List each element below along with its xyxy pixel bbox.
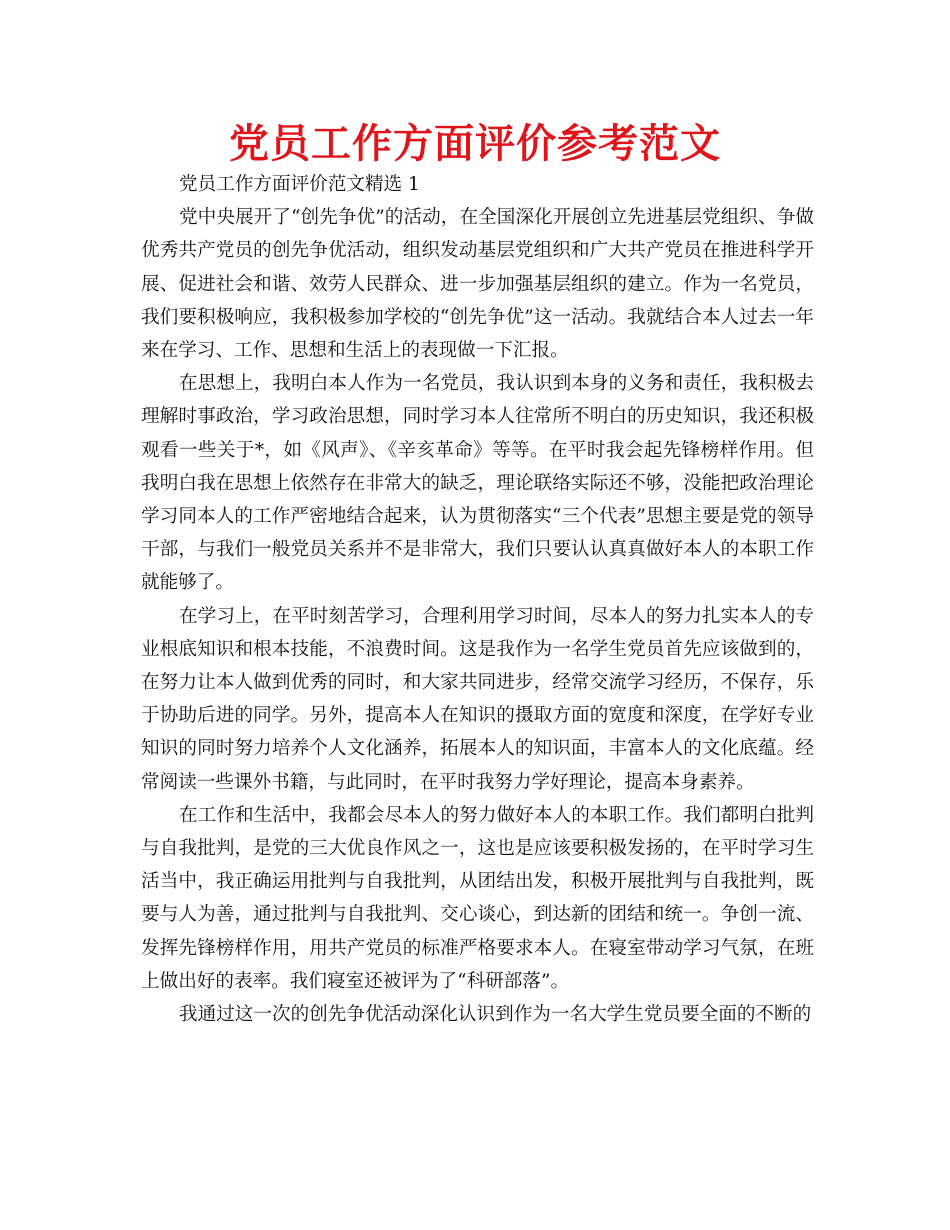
document-title: 党员工作方面评价参考范文 (229, 121, 721, 167)
document-body (141, 168, 814, 1031)
paragraph-work-life: 在工作和生活中，我都会尽本人的努力做好本人的本职工作。我们都明白批判与自我批判，是党的三大优良作风之一，这也是应该要积极发扬的，在平时学习生活当中，我正确运用批判与自我批判，从团结出发，积极开展批判与自我批判，既要与人为善，通过批判与自我批判、交心谈心，到达新的团结和统一。争创一流、发挥先锋榜样作用，用共产党员的标准严格要求本人。在寝室带动学习气氛，在班上做出好的表率。我们寝室还被评为了“科研部落”。 (141, 804, 814, 992)
paragraph-conclusion: 我通过这一次的创先争优活动深化认识到作为一名大学生党员要全面的不断的 (179, 1004, 812, 1026)
paragraph-study: 在学习上，在平时刻苦学习，合理利用学习时间，尽本人的努力扎实本人的专业根底知识和根本技能，不浪费时间。这是我作为一名学生党员首先应该做到的，在努力让本人做到优秀的同时，和大家共同进步，经常交流学习经历，不保存，乐于协助后进的同学。另外，提高本人在知识的摄取方面的宽度和深度，在学好专业知识的同时努力培养个人文化涵养，拓展本人的知识面，丰富本人的文化底蕴。经常阅读一些课外书籍，与此同时，在平时我努力学好理论，提高本身素养。 (141, 605, 814, 793)
paragraph-intro: 党中央展开了“创先争优”的活动，在全国深化开展创立先进基层党组织、争做优秀共产党员的创先争优活动，组织发动基层党组织和广大共产党员在推进科学开展、促进社会和谐、效劳人民群众、进一步加强基层组织的建立。作为一名党员，我们要积极响应，我积极参加学校的“创先争优”这一活动。我就结合本人过去一年来在学习、工作、思想和生活上的表现做一下汇报。 (141, 207, 814, 362)
paragraph-thought: 在思想上，我明白本人作为一名党员，我认识到本身的义务和责任，我积极去理解时事政治，学习政治思想，同时学习本人往常所不明白的历史知识，我还积极观看一些关于*，如《风声》、《辛亥革命》等等。在平时我会起先锋榜样作用。但我明白我在思想上依然存在非常大的缺乏，理论联络实际还不够，没能把政治理论学习同本人的工作严密地结合起来，认为贯彻落实“三个代表”思想主要是党的领导干部，与我们一般党员关系并不是非常大，我们只要认认真真做好本人的本职工作就能够了。 (141, 373, 814, 594)
section-subtitle: 党员工作方面评价范文精选 1 (179, 174, 420, 195)
